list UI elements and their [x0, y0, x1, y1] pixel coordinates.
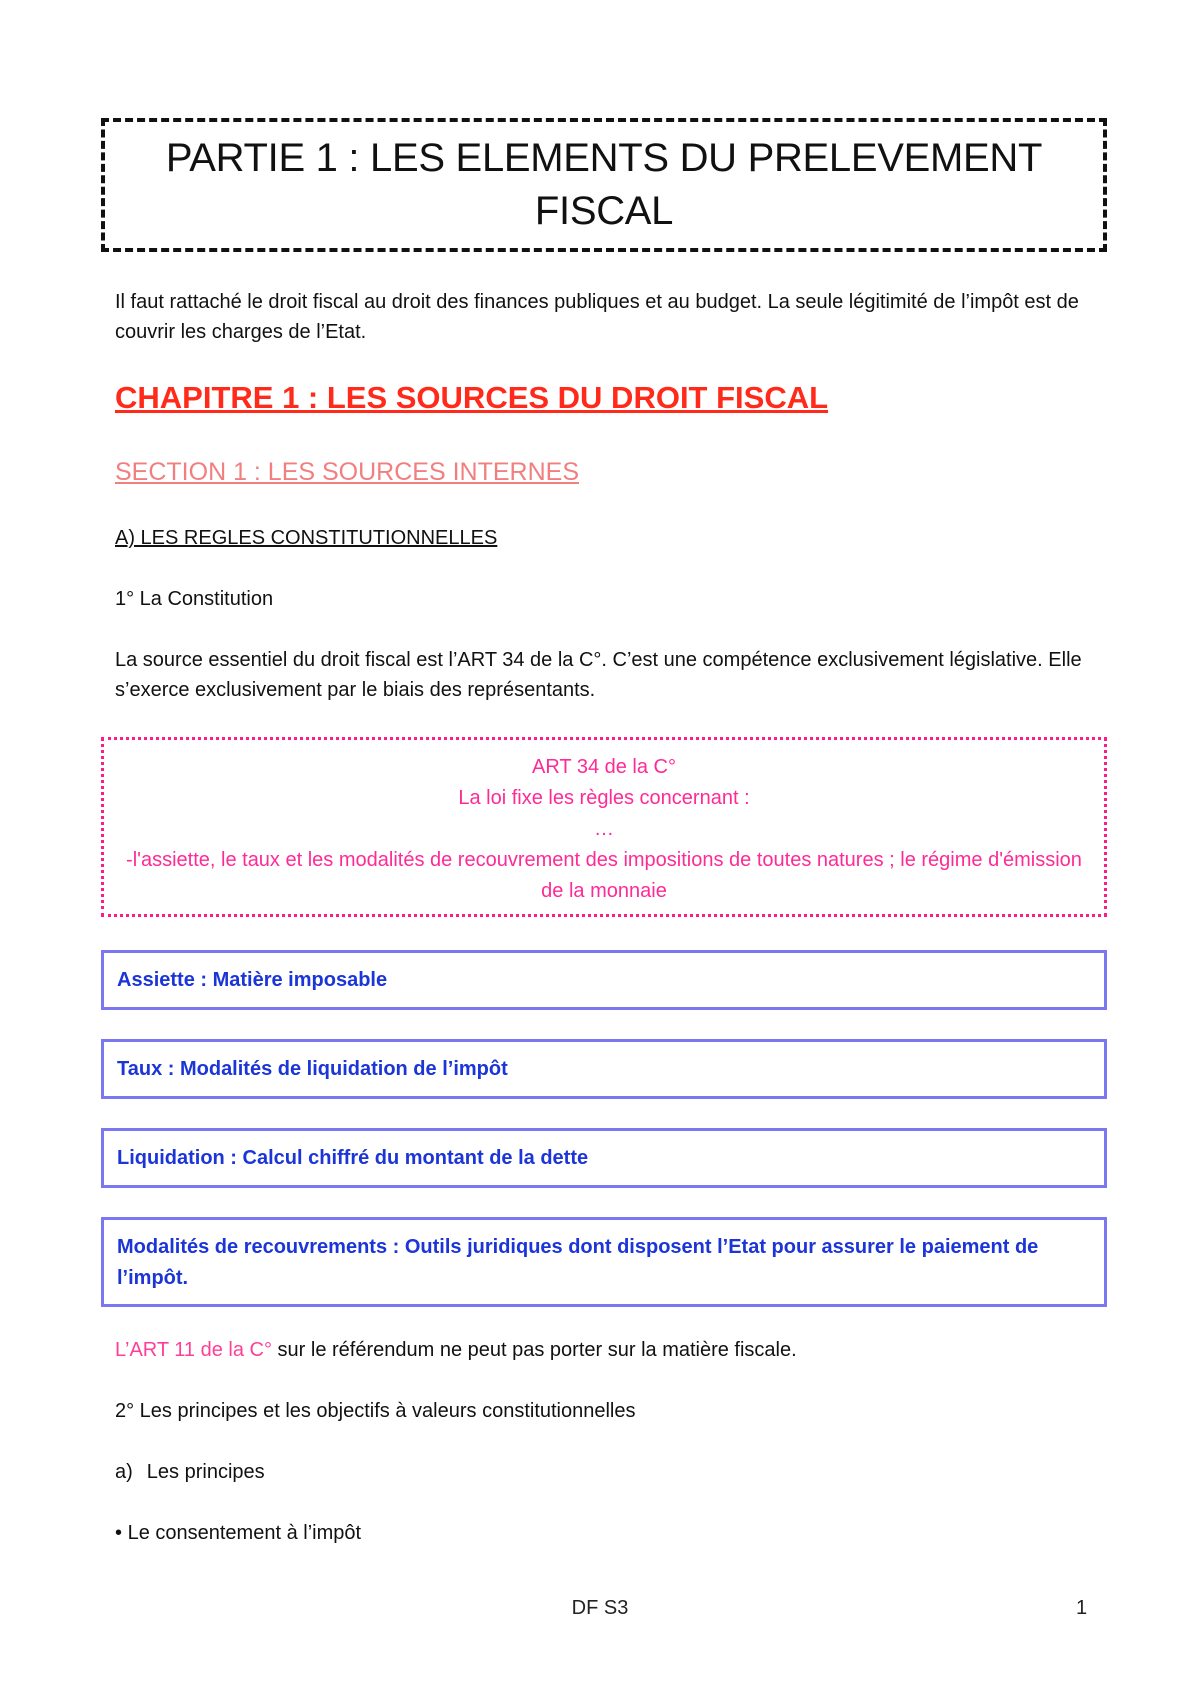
definition-box [101, 1128, 1107, 1188]
subsection-heading: A) LES REGLES CONSTITUTIONNELLES [115, 527, 498, 549]
bullet-item-text: Le consentement à l’impôt [127, 1522, 362, 1544]
intro-paragraph: Il faut rattaché le droit fiscal au droit des finances publiques et au budget. La seule légitimité de l’impôt est de couvrir les charges de l’Etat. [115, 291, 1079, 343]
bullet-marker: • [115, 1522, 123, 1544]
art-box-ellipsis: … [594, 818, 614, 840]
art-box-title: ART 34 de la C° [531, 756, 676, 778]
definition-box [101, 1039, 1107, 1099]
section-heading: SECTION 1 : LES SOURCES INTERNES [115, 458, 579, 486]
page-number: 1 [1076, 1597, 1088, 1619]
art34-paragraph: La source essentiel du droit fiscal est l’ART 34 de la C°. C’est une compétence exclusivement législative. Elle s’exerce exclusivement par le biais des représentants. [115, 649, 1082, 701]
part-title: PARTIE 1 : LES ELEMENTS DU PRELEVEMENT FISCAL [165, 136, 1043, 233]
definition-text: Liquidation : Calcul chiffré du montant de la dette [117, 1147, 589, 1169]
footer-document-label: DF S3 [571, 1597, 629, 1619]
point-heading: 2° Les principes et les objectifs à valeurs constitutionnelles [115, 1400, 636, 1422]
chapter-heading: CHAPITRE 1 : LES SOURCES DU DROIT FISCAL [115, 380, 829, 415]
definition-text: Modalités de recouvrements : Outils juridiques dont disposent l’Etat pour assurer le paiement de l’impôt. [117, 1236, 1039, 1289]
definition-text: Assiette : Matière imposable [117, 969, 388, 991]
definition-box [101, 950, 1107, 1010]
definition-box [101, 1217, 1107, 1307]
art11-paragraph [115, 1335, 1105, 1365]
art-box-line: La loi fixe les règles concernant : [458, 787, 750, 809]
art-box-text: -l'assiette, le taux et les modalités de recouvrement des impositions de toutes natures ; le régime d'émission de la monnaie [126, 849, 1082, 902]
part-title-box [101, 118, 1107, 252]
bullet-item [115, 1518, 361, 1548]
art11-reference: L’ART 11 de la C° [115, 1339, 272, 1361]
definition-text: Taux : Modalités de liquidation de l’impôt [117, 1058, 508, 1080]
art11-text: sur le référendum ne peut pas porter sur la matière fiscale. [271, 1339, 797, 1361]
list-item [115, 1457, 265, 1487]
list-item-text: Les principes [146, 1461, 265, 1483]
point-heading: 1° La Constitution [115, 588, 274, 610]
art34-quote-box [101, 737, 1107, 917]
list-marker: a) [115, 1461, 133, 1483]
